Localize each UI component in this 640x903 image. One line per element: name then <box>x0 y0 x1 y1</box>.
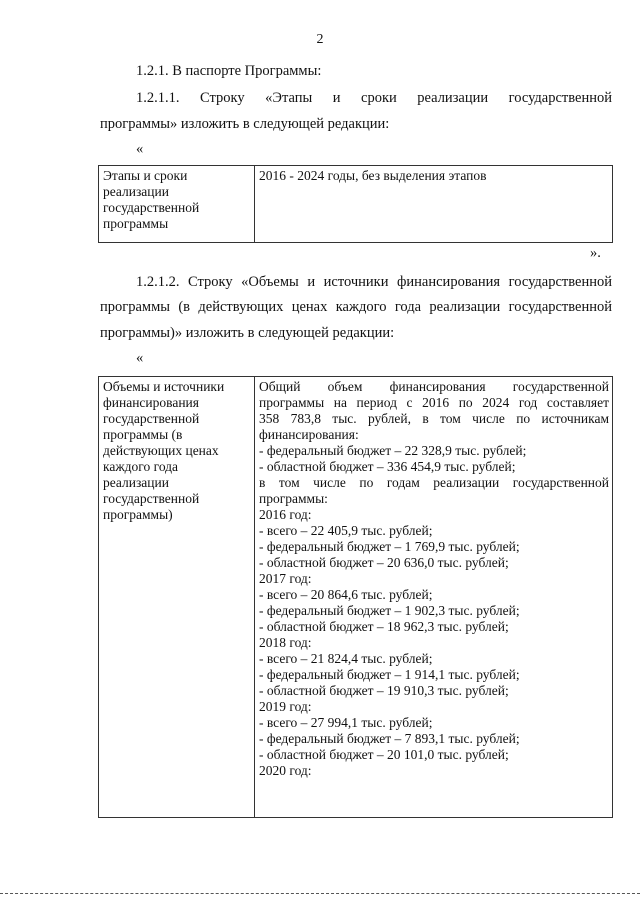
label-line: каждого года <box>103 459 179 474</box>
label-line: Этапы и сроки <box>103 168 188 183</box>
value-line: 2016 год: <box>259 507 312 522</box>
value-line: - областной бюджет – 20 636,0 тыс. рублей; <box>259 555 509 570</box>
item2-line2: программы (в действующих ценах каждого года реализации государственной <box>100 299 612 315</box>
item1-line2: программы» изложить в следующей редакции: <box>100 116 390 132</box>
value-line: - федеральный бюджет – 1 902,3 тыс. рублей; <box>259 603 520 618</box>
funding-label-cell <box>99 377 255 818</box>
value-line: 2016 - 2024 годы, без выделения этапов <box>259 168 487 183</box>
value-line: программы на период с 2016 по 2024 год составляет <box>259 395 609 410</box>
page-bottom-divider <box>0 893 640 894</box>
item2-open-quote: « <box>136 350 144 366</box>
label-line: программы <box>103 216 169 231</box>
value-line: - федеральный бюджет – 7 893,1 тыс. рублей; <box>259 731 520 746</box>
value-line: программы: <box>259 491 328 506</box>
label-line: государственной <box>103 411 200 426</box>
label-line: государственной <box>103 491 200 506</box>
label-line: Объемы и источники <box>103 379 225 394</box>
funding-value-cell <box>255 377 613 818</box>
table-funding <box>98 376 613 818</box>
value-line: - федеральный бюджет – 1 769,9 тыс. рублей; <box>259 539 520 554</box>
value-line: - областной бюджет – 19 910,3 тыс. рублей; <box>259 683 509 698</box>
value-line: 2019 год: <box>259 699 312 714</box>
value-line: финансирования: <box>259 427 359 442</box>
value-line: в том числе по годам реализации государственной <box>259 475 609 490</box>
item2-line3: программы)» изложить в следующей редакции: <box>100 325 395 341</box>
value-line: - всего – 22 405,9 тыс. рублей; <box>259 523 433 538</box>
item1-line1: 1.2.1.1. Строку «Этапы и сроки реализации государственной <box>136 90 612 106</box>
value-line: 2020 год: <box>259 763 312 778</box>
label-line: программы (в <box>103 427 183 442</box>
item2-line1: 1.2.1.2. Строку «Объемы и источники финансирования государственной <box>136 274 612 290</box>
label-line: реализации <box>103 475 169 490</box>
value-line: 2017 год: <box>259 571 312 586</box>
value-line: Общий объем финансирования государственной <box>259 379 609 394</box>
value-line: 358 783,8 тыс. рублей, в том числе по источникам <box>259 411 609 426</box>
page-number: 2 <box>316 32 324 47</box>
value-line: - федеральный бюджет – 22 328,9 тыс. рублей; <box>259 443 527 458</box>
stages-value-cell <box>255 166 613 243</box>
section-heading: 1.2.1. В паспорте Программы: <box>136 63 322 79</box>
label-line: финансирования <box>103 395 199 410</box>
label-line: программы) <box>103 507 173 522</box>
table-row <box>99 166 613 243</box>
stages-label-cell <box>99 166 255 243</box>
label-line: реализации <box>103 184 169 199</box>
item1-close-quote: ». <box>590 245 601 261</box>
table-row <box>99 377 613 818</box>
value-line: 2018 год: <box>259 635 312 650</box>
value-line: - областной бюджет – 20 101,0 тыс. рублей; <box>259 747 509 762</box>
value-line: - федеральный бюджет – 1 914,1 тыс. рублей; <box>259 667 520 682</box>
table-stages <box>98 165 613 243</box>
value-line: - всего – 27 994,1 тыс. рублей; <box>259 715 433 730</box>
item1-open-quote: « <box>136 141 144 157</box>
value-line: - всего – 21 824,4 тыс. рублей; <box>259 651 433 666</box>
value-line: - областной бюджет – 336 454,9 тыс. рублей; <box>259 459 516 474</box>
value-line: - областной бюджет – 18 962,3 тыс. рублей; <box>259 619 509 634</box>
value-line: - всего – 20 864,6 тыс. рублей; <box>259 587 433 602</box>
label-line: государственной <box>103 200 200 215</box>
label-line: действующих ценах <box>103 443 219 458</box>
